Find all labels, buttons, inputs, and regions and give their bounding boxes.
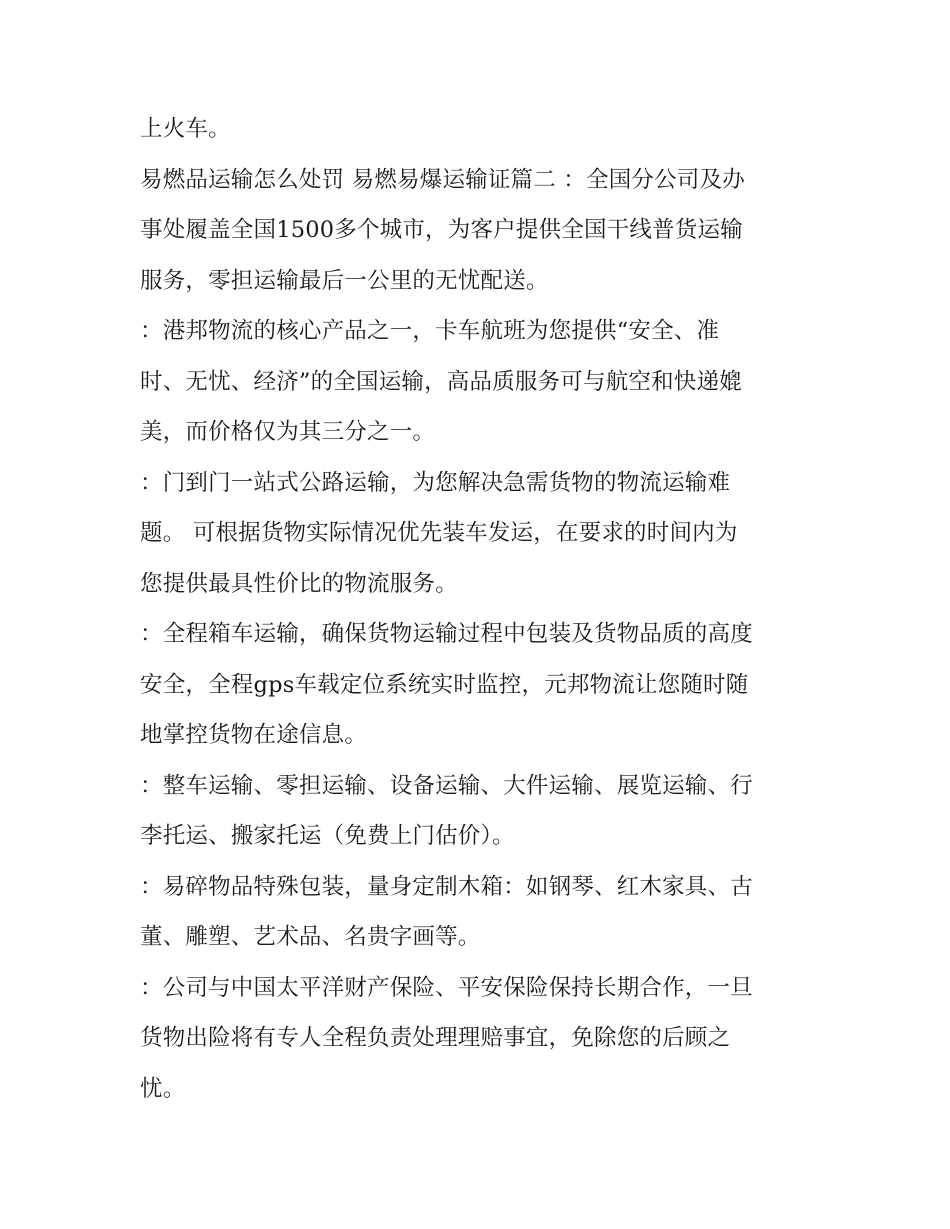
text-line: 地掌控货物在途信息。 xyxy=(140,722,368,748)
text-line: 上火车。 xyxy=(140,116,231,142)
text-line: 服务，零担运输最后一公里的无忧配送。 xyxy=(140,267,549,294)
text-line: 时、无忧、经济”的全国运输，高品质服务可与航空和快递媲 xyxy=(140,368,742,395)
text-line: 李托运、搬家托运（免费上门估价）。 xyxy=(140,823,515,849)
text-line: 易燃品运输怎么处罚 易燃易爆运输证篇二 ：全国分公司及办 xyxy=(140,166,745,193)
text-line: 美，而价格仅为其三分之一。 xyxy=(140,419,436,445)
text-line: 题。 可根据货物实际情况优先装车发运，在要求的时间内为 xyxy=(140,520,738,546)
text-line: 安全，全程gps车载定位系统实时监控，元邦物流让您随时随 xyxy=(140,671,749,698)
text-line: ：门到门一站式公路运输，为您解决急需货物的物流运输难 xyxy=(140,469,731,496)
text-line: ：公司与中国太平洋财产保险、平安保险保持长期合作，一旦 xyxy=(140,974,753,1001)
text-line: ：港邦物流的核心产品之一，卡车航班为您提供“安全、准 xyxy=(140,318,720,344)
document-body xyxy=(140,104,812,1114)
text-line: ：整车运输、零担运输、设备运输、大件运输、展览运输、行 xyxy=(140,772,753,799)
text-line: ：全程箱车运输，确保货物运输过程中包装及货物品质的高度 xyxy=(140,621,753,647)
text-line: 事处履盖全国1500多个城市，为客户提供全国干线普货运输 xyxy=(140,217,743,243)
text-line: ：易碎物品特殊包装，量身定制木箱：如钢琴、红木家具、古 xyxy=(140,873,753,900)
text-line: 董、雕塑、艺术品、名贵字画等。 xyxy=(140,924,481,950)
text-line: 货物出险将有专人全程负责处理理赔事宜，免除您的后顾之 xyxy=(140,1025,731,1051)
text-line: 您提供最具性价比的物流服务。 xyxy=(140,570,458,597)
text-line: 忧。 xyxy=(140,1075,186,1102)
